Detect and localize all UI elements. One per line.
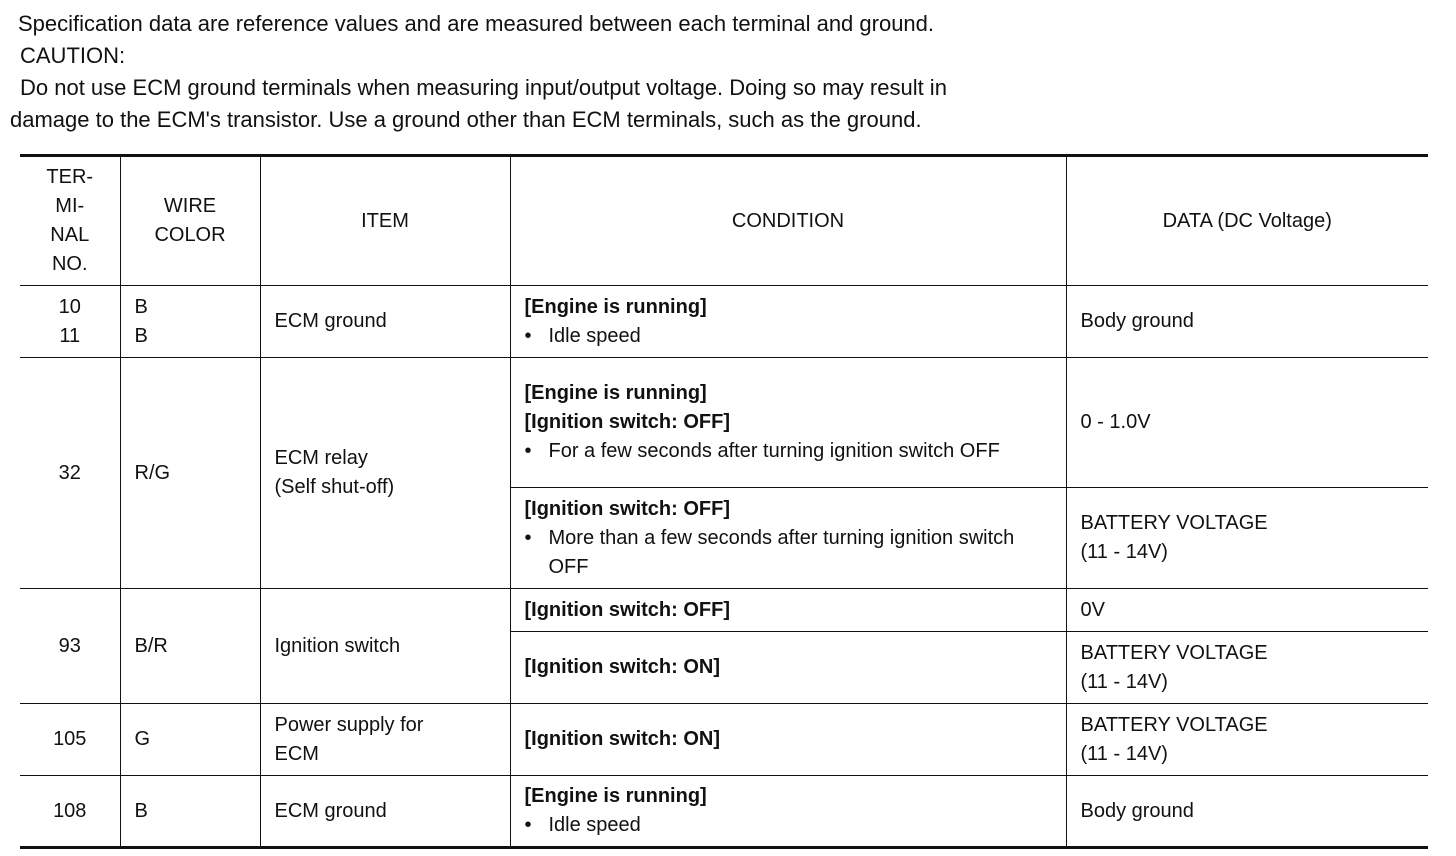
item-cell: ECM ground xyxy=(260,286,510,358)
terminal-cell: 105 xyxy=(20,704,120,776)
item-cell: ECM ground xyxy=(260,776,510,848)
data-cell: Body ground xyxy=(1066,286,1428,358)
item-cell: Ignition switch xyxy=(260,589,510,704)
data-cell: Body ground xyxy=(1066,776,1428,848)
wire-color-cell: B xyxy=(120,776,260,848)
item-cell: Power supply for ECM xyxy=(260,704,510,776)
item-cell: ECM relay (Self shut-off) xyxy=(260,358,510,589)
header-terminal: TER- MI- NAL NO. xyxy=(20,156,120,286)
condition-cell: [Ignition switch: OFF] • More than a few seconds after turning ignition switch OFF xyxy=(510,488,1066,589)
data-cell: BATTERY VOLTAGE (11 - 14V) xyxy=(1066,632,1428,704)
condition-cell: [Engine is running] • Idle speed xyxy=(510,286,1066,358)
condition-cell: [Ignition switch: ON] xyxy=(510,704,1066,776)
header-wire-color: WIRE COLOR xyxy=(120,156,260,286)
spec-note: Specification data are reference values and are measured between each terminal and ground. xyxy=(18,11,935,36)
header-item: ITEM xyxy=(260,156,510,286)
header-condition: CONDITION xyxy=(510,156,1066,286)
condition-bullet: • Idle speed xyxy=(524,814,641,836)
condition-cell: [Ignition switch: OFF] xyxy=(510,589,1066,632)
table-row xyxy=(20,704,1428,776)
table-row xyxy=(20,776,1428,848)
wire-color-cell: B/R xyxy=(120,589,260,704)
wire-color-cell: G xyxy=(120,704,260,776)
wire-color-cell: R/G xyxy=(120,358,260,589)
condition-bullet: • More than a few seconds after turning ignition switch OFF xyxy=(524,526,1015,578)
terminal-cell: 108 xyxy=(20,776,120,848)
caution-text-line1: Do not use ECM ground terminals when measuring input/output voltage. Doing so may result in xyxy=(20,75,947,100)
ecm-terminal-table xyxy=(20,154,1428,849)
wire-color-cell: B B xyxy=(120,286,260,358)
caution-text-line2: damage to the ECM's transistor. Use a ground other than ECM terminals, such as the ground. xyxy=(10,107,922,132)
data-cell: BATTERY VOLTAGE (11 - 14V) xyxy=(1066,488,1428,589)
header-data: DATA (DC Voltage) xyxy=(1066,156,1428,286)
table-row xyxy=(20,589,1428,632)
table-row xyxy=(20,358,1428,488)
table-row xyxy=(20,286,1428,358)
caution-heading: CAUTION: xyxy=(20,43,126,68)
intro-text xyxy=(10,8,1430,136)
table-header-row xyxy=(20,156,1428,286)
condition-cell: [Ignition switch: ON] xyxy=(510,632,1066,704)
data-cell: BATTERY VOLTAGE (11 - 14V) xyxy=(1066,704,1428,776)
condition-bullet: • For a few seconds after turning ignition switch OFF xyxy=(524,440,1000,462)
data-cell: 0V xyxy=(1066,589,1428,632)
condition-cell: [Engine is running] • Idle speed xyxy=(510,776,1066,848)
terminal-cell: 93 xyxy=(20,589,120,704)
condition-bullet: • Idle speed xyxy=(524,324,641,347)
terminal-cell: 32 xyxy=(20,358,120,589)
condition-cell: [Engine is running] [Ignition switch: OFF] • For a few seconds after turning ignition switch OFF xyxy=(510,358,1066,488)
terminal-cell: 10 11 xyxy=(20,286,120,358)
data-cell: 0 - 1.0V xyxy=(1066,358,1428,488)
